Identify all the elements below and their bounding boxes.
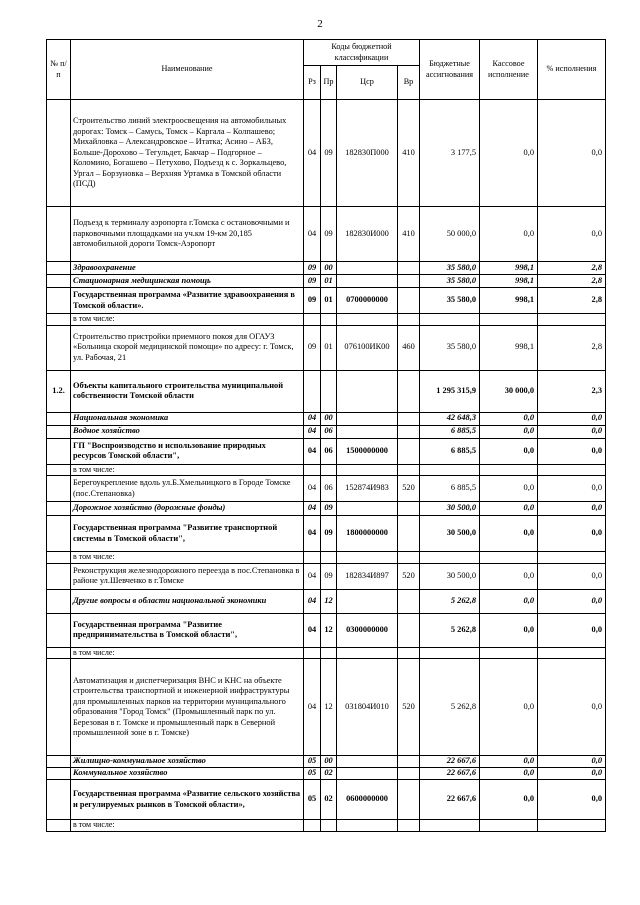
row-rz: 04 [304, 425, 321, 438]
row-exec: 998,1 [480, 275, 538, 288]
row-rz: 05 [304, 780, 321, 820]
row-index [47, 659, 71, 756]
row-assign: 5 262,8 [420, 613, 480, 647]
table-row [47, 464, 606, 476]
row-name: Водное хозяйство [71, 425, 304, 438]
budget-table [46, 39, 606, 832]
table-row [47, 325, 606, 370]
row-rz: 09 [304, 275, 321, 288]
table-row [47, 589, 606, 613]
row-csr [337, 314, 398, 326]
row-vr [398, 412, 420, 425]
row-vr [398, 288, 420, 314]
table-row [47, 100, 606, 207]
row-vr [398, 756, 420, 768]
row-pct: 2,3 [538, 370, 606, 412]
row-name: Стационарная медицинская помощь [71, 275, 304, 288]
row-rz: 04 [304, 438, 321, 464]
row-vr [398, 464, 420, 476]
row-rz: 09 [304, 325, 321, 370]
row-pr: 01 [321, 288, 337, 314]
row-index [47, 207, 71, 262]
row-index [47, 589, 71, 613]
row-assign [420, 314, 480, 326]
row-csr [337, 552, 398, 564]
table-row [47, 476, 606, 502]
row-vr: 520 [398, 476, 420, 502]
row-pr [321, 647, 337, 659]
row-csr: 1800000000 [337, 516, 398, 552]
row-pr: 00 [321, 262, 337, 275]
row-index [47, 502, 71, 516]
table-row [47, 288, 606, 314]
row-pct: 0,0 [538, 780, 606, 820]
row-assign: 22 667,6 [420, 768, 480, 780]
row-assign: 35 580,0 [420, 262, 480, 275]
row-assign: 22 667,6 [420, 780, 480, 820]
row-rz: 05 [304, 768, 321, 780]
row-exec: 0,0 [480, 516, 538, 552]
row-assign: 1 295 315,9 [420, 370, 480, 412]
row-exec: 0,0 [480, 425, 538, 438]
row-index [47, 438, 71, 464]
row-pr: 06 [321, 438, 337, 464]
row-exec: 0,0 [480, 659, 538, 756]
header-pr: Пр [321, 66, 337, 100]
row-vr [398, 780, 420, 820]
row-index [47, 820, 71, 832]
row-pct: 0,0 [538, 100, 606, 207]
header-codes: Коды бюджетной классификации [304, 40, 420, 66]
row-rz: 04 [304, 412, 321, 425]
row-index [47, 756, 71, 768]
row-assign: 5 262,8 [420, 589, 480, 613]
row-name: Государственная программа «Развитие сельского хозяйства и регулируемых рынков в Томской области», [71, 780, 304, 820]
row-rz: 04 [304, 589, 321, 613]
row-pct [538, 552, 606, 564]
table-row [47, 756, 606, 768]
row-vr [398, 820, 420, 832]
table-row [47, 314, 606, 326]
row-vr [398, 768, 420, 780]
row-pr [321, 464, 337, 476]
table-row [47, 425, 606, 438]
table-body [47, 100, 606, 832]
row-assign: 42 648,3 [420, 412, 480, 425]
row-index [47, 100, 71, 207]
table-row [47, 438, 606, 464]
row-pct [538, 464, 606, 476]
row-rz: 04 [304, 502, 321, 516]
row-assign [420, 552, 480, 564]
row-exec: 0,0 [480, 780, 538, 820]
row-rz: 04 [304, 563, 321, 589]
row-pct: 0,0 [538, 563, 606, 589]
row-assign: 22 667,6 [420, 756, 480, 768]
row-pct: 2,8 [538, 262, 606, 275]
row-csr [337, 756, 398, 768]
row-name: Государственная программа "Развитие транспортной системы в Томской области", [71, 516, 304, 552]
row-assign [420, 647, 480, 659]
row-pr: 09 [321, 516, 337, 552]
row-pr: 00 [321, 756, 337, 768]
row-exec: 30 000,0 [480, 370, 538, 412]
row-assign: 6 885,5 [420, 438, 480, 464]
row-pr [321, 314, 337, 326]
table-row [47, 262, 606, 275]
row-csr: 182830И000 [337, 207, 398, 262]
row-pct: 2,8 [538, 288, 606, 314]
row-rz [304, 370, 321, 412]
row-name: Подъезд к терминалу аэропорта г.Томска с остановочными и парковочными площадками на уч.км 19-км 20,185 автомобильной дороги Томск-Аэропорт [71, 207, 304, 262]
row-pct: 2,8 [538, 325, 606, 370]
row-pct: 0,0 [538, 412, 606, 425]
row-vr [398, 262, 420, 275]
row-index: 1.2. [47, 370, 71, 412]
row-exec [480, 464, 538, 476]
table-row [47, 370, 606, 412]
header-pct: % исполнения [538, 40, 606, 100]
row-pr: 12 [321, 613, 337, 647]
row-exec [480, 820, 538, 832]
header-exec: Кассовое исполнение [480, 40, 538, 100]
row-rz: 09 [304, 288, 321, 314]
table-row [47, 552, 606, 564]
row-pct: 0,0 [538, 768, 606, 780]
table-row [47, 275, 606, 288]
row-name: Коммунальное хозяйство [71, 768, 304, 780]
row-index [47, 768, 71, 780]
row-pct: 2,8 [538, 275, 606, 288]
row-pct: 0,0 [538, 207, 606, 262]
row-pr: 06 [321, 425, 337, 438]
row-csr [337, 589, 398, 613]
row-exec [480, 552, 538, 564]
row-rz: 04 [304, 613, 321, 647]
row-rz [304, 464, 321, 476]
row-csr [337, 768, 398, 780]
row-rz: 04 [304, 659, 321, 756]
row-pr: 02 [321, 768, 337, 780]
row-assign: 6 885,5 [420, 476, 480, 502]
row-index [47, 325, 71, 370]
table-row [47, 412, 606, 425]
row-csr: 031804И010 [337, 659, 398, 756]
row-csr [337, 262, 398, 275]
row-rz [304, 314, 321, 326]
row-csr [337, 820, 398, 832]
row-rz [304, 647, 321, 659]
row-exec: 0,0 [480, 412, 538, 425]
row-pct [538, 647, 606, 659]
row-csr: 076100ИК00 [337, 325, 398, 370]
row-index [47, 262, 71, 275]
row-exec: 0,0 [480, 589, 538, 613]
row-rz [304, 552, 321, 564]
row-assign: 30 500,0 [420, 563, 480, 589]
row-pr: 12 [321, 589, 337, 613]
row-name: в том числе: [71, 647, 304, 659]
row-pct [538, 820, 606, 832]
row-vr [398, 613, 420, 647]
row-name: Другие вопросы в области национальной экономики [71, 589, 304, 613]
row-vr [398, 314, 420, 326]
row-exec [480, 314, 538, 326]
table-row [47, 502, 606, 516]
row-exec: 998,1 [480, 262, 538, 275]
row-pct: 0,0 [538, 425, 606, 438]
header-name: Наименование [71, 40, 304, 100]
row-vr [398, 647, 420, 659]
row-vr [398, 516, 420, 552]
row-exec: 0,0 [480, 613, 538, 647]
row-exec: 0,0 [480, 438, 538, 464]
row-exec: 998,1 [480, 325, 538, 370]
row-vr [398, 438, 420, 464]
row-name: Здравоохранение [71, 262, 304, 275]
row-assign: 35 580,0 [420, 275, 480, 288]
row-index [47, 563, 71, 589]
row-pct [538, 314, 606, 326]
row-pr: 02 [321, 780, 337, 820]
row-name: Реконструкция железнодорожного переезда в пос.Степановка в районе ул.Шевченко в г.Томске [71, 563, 304, 589]
header-vr: Вр [398, 66, 420, 100]
row-name: Жилищно-коммунальное хозяйство [71, 756, 304, 768]
row-name: Автоматизация и диспетчеризация ВНС и КНС на объекте строительства транспортной и инженерной инфраструктуры для промышленных парков на территории муниципального образования "Город Томск" (Промышленный парк по ул. Березовая в г. Томске и промышленный парк в Северной промышленной зоне в г. Томске) [71, 659, 304, 756]
row-pr: 09 [321, 100, 337, 207]
row-index [47, 780, 71, 820]
row-csr [337, 502, 398, 516]
row-vr: 460 [398, 325, 420, 370]
row-assign [420, 464, 480, 476]
row-rz: 04 [304, 516, 321, 552]
row-name: Объекты капитального строительства муниципальной собственности Томской области [71, 370, 304, 412]
row-rz: 04 [304, 476, 321, 502]
header-assign: Бюджетные ассигнования [420, 40, 480, 100]
row-name: Строительство пристройки приемного покоя для ОГАУЗ «Больница скорой медицинской помощи» по адресу: г. Томск, ул. Рабочая, 21 [71, 325, 304, 370]
row-pct: 0,0 [538, 589, 606, 613]
row-pr: 00 [321, 412, 337, 425]
row-pr: 09 [321, 563, 337, 589]
row-pct: 0,0 [538, 476, 606, 502]
row-index [47, 314, 71, 326]
row-pr [321, 370, 337, 412]
row-pct: 0,0 [538, 756, 606, 768]
table-row [47, 768, 606, 780]
row-exec: 0,0 [480, 502, 538, 516]
row-pct: 0,0 [538, 502, 606, 516]
row-assign: 30 500,0 [420, 516, 480, 552]
row-vr: 520 [398, 659, 420, 756]
table-row [47, 647, 606, 659]
row-vr: 520 [398, 563, 420, 589]
row-pct: 0,0 [538, 613, 606, 647]
row-assign [420, 820, 480, 832]
row-index [47, 476, 71, 502]
row-rz: 05 [304, 756, 321, 768]
row-index [47, 425, 71, 438]
row-name: ГП "Воспроизводство и использование природных ресурсов Томской области", [71, 438, 304, 464]
row-rz: 04 [304, 100, 321, 207]
row-vr: 410 [398, 100, 420, 207]
row-pr: 01 [321, 325, 337, 370]
row-pr: 01 [321, 275, 337, 288]
row-vr [398, 552, 420, 564]
row-assign: 3 177,5 [420, 100, 480, 207]
row-vr [398, 502, 420, 516]
table-row [47, 563, 606, 589]
table-row [47, 780, 606, 820]
row-vr [398, 275, 420, 288]
row-name: Строительство линий электроосвещения на автомобильных дорогах: Томск – Самусь, Томск – Каргала – Колпашево; Михайловка – Александровское – Итатка; Асино – АБЗ, Больше-Дорохово – Тегульдет, Бакчар – Подгорное – Коломино, Богашево – Петухово, Подъезд к с. Зоркальцево, Ургал – Борзуновка – Верхняя Уртамка в Томской области (ПСД) [71, 100, 304, 207]
row-pr: 06 [321, 476, 337, 502]
row-name: в том числе: [71, 314, 304, 326]
row-vr [398, 425, 420, 438]
row-index [47, 288, 71, 314]
header-csr: Цср [337, 66, 398, 100]
row-csr [337, 464, 398, 476]
row-exec: 0,0 [480, 207, 538, 262]
row-index [47, 516, 71, 552]
row-csr: 1500000000 [337, 438, 398, 464]
row-pr [321, 552, 337, 564]
row-assign: 35 580,0 [420, 288, 480, 314]
row-index [47, 552, 71, 564]
row-assign: 5 262,8 [420, 659, 480, 756]
row-csr: 152874И983 [337, 476, 398, 502]
row-pct: 0,0 [538, 516, 606, 552]
table-row [47, 659, 606, 756]
row-exec: 0,0 [480, 476, 538, 502]
row-exec: 998,1 [480, 288, 538, 314]
row-csr [337, 412, 398, 425]
row-csr [337, 647, 398, 659]
row-exec: 0,0 [480, 756, 538, 768]
row-name: Берегоукрепление вдоль ул.Б.Хмельницкого в Городе Томске (пос.Степановка) [71, 476, 304, 502]
row-index [47, 275, 71, 288]
table-row [47, 207, 606, 262]
row-pr [321, 820, 337, 832]
row-vr [398, 370, 420, 412]
row-name: Национальная экономика [71, 412, 304, 425]
row-csr: 182830П000 [337, 100, 398, 207]
row-index [47, 412, 71, 425]
row-index [47, 647, 71, 659]
row-name: Дорожное хозяйство (дорожные фонды) [71, 502, 304, 516]
row-exec: 0,0 [480, 563, 538, 589]
row-assign: 30 500,0 [420, 502, 480, 516]
row-csr [337, 425, 398, 438]
row-exec: 0,0 [480, 100, 538, 207]
page-number: 2 [317, 18, 323, 30]
row-name: в том числе: [71, 464, 304, 476]
row-name: в том числе: [71, 820, 304, 832]
row-name: в том числе: [71, 552, 304, 564]
row-index [47, 613, 71, 647]
row-rz: 09 [304, 262, 321, 275]
row-assign: 35 580,0 [420, 325, 480, 370]
row-pr: 09 [321, 207, 337, 262]
row-rz: 04 [304, 207, 321, 262]
row-csr: 0600000000 [337, 780, 398, 820]
row-pr: 12 [321, 659, 337, 756]
row-csr [337, 370, 398, 412]
header-num: № п/п [47, 40, 71, 100]
row-csr: 0700000000 [337, 288, 398, 314]
row-exec [480, 647, 538, 659]
row-index [47, 464, 71, 476]
row-vr [398, 589, 420, 613]
row-csr: 182834И897 [337, 563, 398, 589]
table-row [47, 613, 606, 647]
row-csr [337, 275, 398, 288]
row-pct: 0,0 [538, 438, 606, 464]
row-pct: 0,0 [538, 659, 606, 756]
header-rz: Рз [304, 66, 321, 100]
table-row [47, 516, 606, 552]
row-pr: 09 [321, 502, 337, 516]
table-row [47, 820, 606, 832]
row-name: Государственная программа «Развитие здравоохранения в Томской области». [71, 288, 304, 314]
row-csr: 0300000000 [337, 613, 398, 647]
row-assign: 50 000,0 [420, 207, 480, 262]
row-exec: 0,0 [480, 768, 538, 780]
row-assign: 6 885,5 [420, 425, 480, 438]
row-rz [304, 820, 321, 832]
row-vr: 410 [398, 207, 420, 262]
row-name: Государственная программа "Развитие предпринимательства в Томской области", [71, 613, 304, 647]
